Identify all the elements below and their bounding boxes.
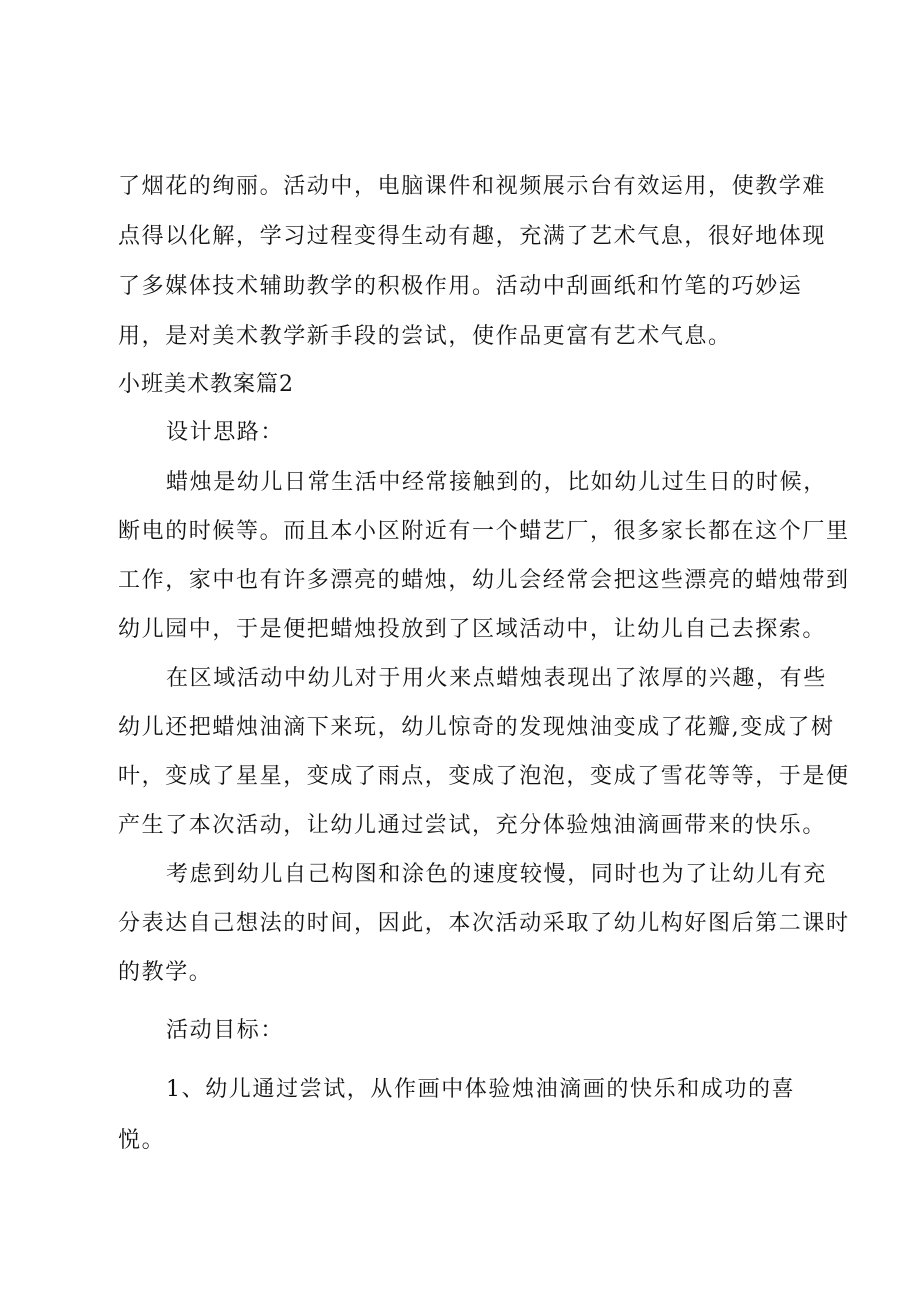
goals-heading: 活动目标： (166, 1018, 285, 1043)
text-line: 产生了本次活动，让幼儿通过尝试，充分体验烛油滴画带来的快乐。 (118, 813, 827, 838)
text-line: 的教学。 (118, 960, 213, 985)
text-line: 1、幼儿通过尝试，从作画中体验烛油滴画的快乐和成功的喜 (166, 1077, 796, 1102)
text-line: 幼儿园中，于是便把蜡烛投放到了区域活动中，让幼儿自己去探索。 (118, 617, 827, 642)
section-title: 小班美术教案篇2 (118, 372, 294, 397)
design-heading: 设计思路： (166, 420, 285, 445)
text-line: 了烟花的绚丽。活动中，电脑课件和视频展示台有效运用，使教学难 (118, 174, 827, 199)
text-line: 考虑到幼儿自己构图和涂色的速度较慢，同时也为了让幼儿有充 (166, 862, 827, 887)
text-line: 了多媒体技术辅助教学的积极作用。活动中刮画纸和竹笔的巧妙运 (118, 274, 803, 299)
text-line: 断电的时候等。而且本小区附近有一个蜡艺厂，很多家长都在这个厂里 (118, 519, 850, 544)
text-line: 悦。 (118, 1128, 166, 1153)
text-line: 分表达自己想法的时间，因此，本次活动采取了幼儿构好图后第二课时 (118, 911, 850, 936)
text-line: 工作，家中也有许多漂亮的蜡烛，幼儿会经常会把这些漂亮的蜡烛带到 (118, 568, 850, 593)
text-line: 点得以化解，学习过程变得生动有趣，充满了艺术气息，很好地体现 (118, 224, 827, 249)
text-line: 在区域活动中幼儿对于用火来点蜡烛表现出了浓厚的兴趣，有些 (166, 666, 827, 691)
text-line: 用，是对美术教学新手段的尝试，使作品更富有艺术气息。 (118, 324, 732, 349)
text-line: 幼儿还把蜡烛油滴下来玩，幼儿惊奇的发现烛油变成了花瓣,变成了树 (118, 715, 835, 740)
text-line: 蜡烛是幼儿日常生活中经常接触到的，比如幼儿过生日的时候， (166, 470, 827, 495)
text-line: 叶，变成了星星，变成了雨点，变成了泡泡，变成了雪花等等，于是便 (118, 764, 850, 789)
